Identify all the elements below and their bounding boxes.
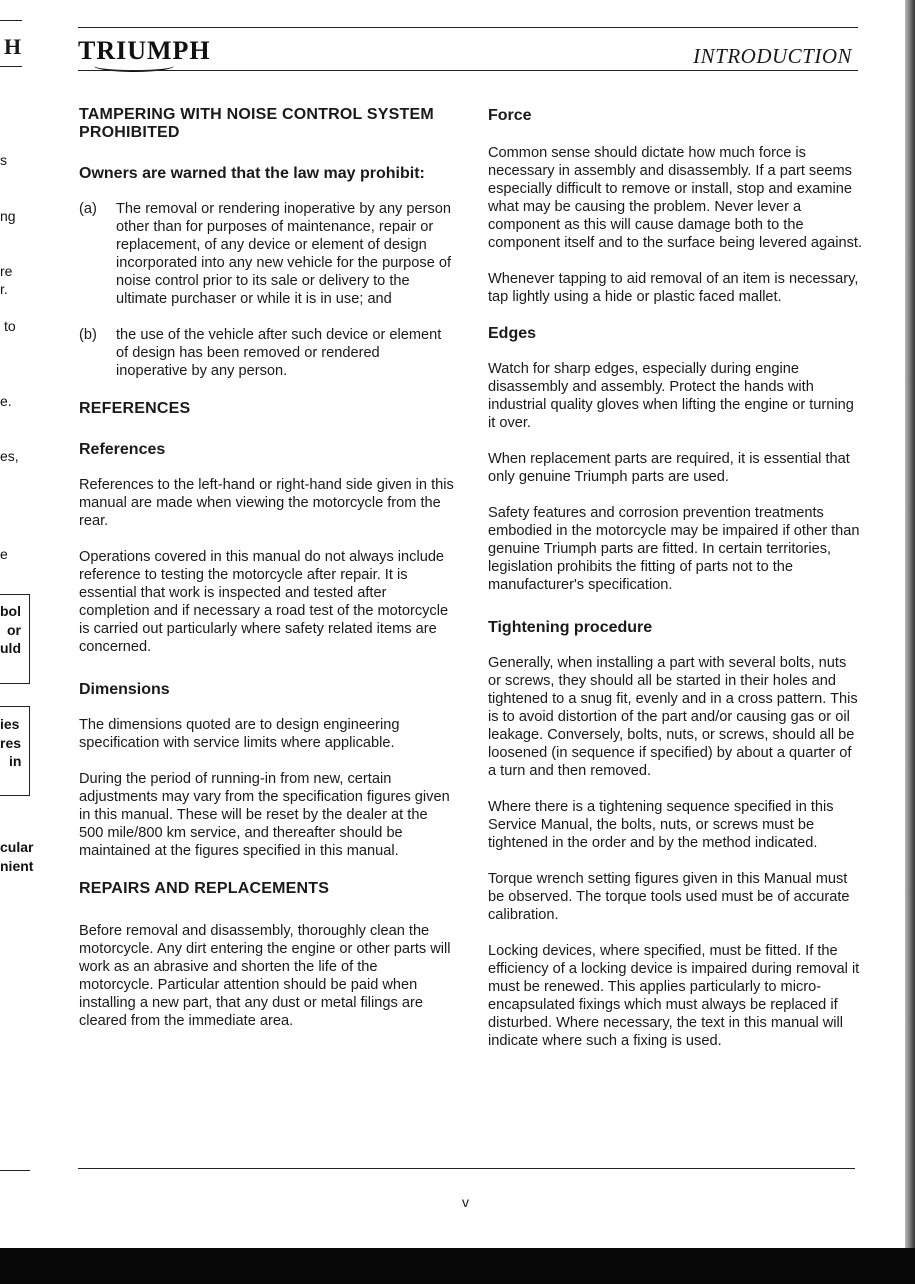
margin-fragment: or xyxy=(7,622,21,638)
repairs-heading: REPAIRS AND REPLACEMENTS xyxy=(79,880,330,897)
dimensions-paragraph: The dimensions quoted are to design engineering specification with service limits where applicable. xyxy=(79,717,400,751)
margin-fragment: cular xyxy=(0,839,34,855)
margin-fragment: uld xyxy=(0,640,21,656)
margin-fragment: re xyxy=(0,263,13,279)
list-item-label: (a) xyxy=(79,201,97,217)
tightening-heading: Tightening procedure xyxy=(488,619,653,636)
edges-paragraph: Watch for sharp edges, especially during engine disassembly and assembly. Protect the hands with industrial quality gloves when lifting the engine or turning it over. xyxy=(488,361,854,431)
triumph-logo: TRIUMPH xyxy=(78,36,211,65)
force-paragraph: Common sense should dictate how much force is necessary in assembly and disassembly. If a part seems especially difficult to remove or install, stop and examine what may be causing the problem. Never lever a component as this will cause damage both to the component itself and to the surface being levered against. xyxy=(488,145,863,251)
header-top-rule xyxy=(78,27,858,28)
dimensions-paragraph: During the period of running-in from new, certain adjustments may vary from the specification figures given in this manual. These will be reset by the dealer at the 500 mile/800 km service, and thereafter should be maintained at the figures specified in this manual. xyxy=(79,771,450,859)
page-number: v xyxy=(462,1194,469,1210)
tightening-paragraph: Locking devices, where specified, must be fitted. If the efficiency of a locking device is impaired during removal it must be renewed. This applies particularly to micro-encapsulated fixings which must always be replaced if disturbed. Where necessary, the text in this manual will indicate where such a fixing is used. xyxy=(488,943,860,1049)
edges-heading: Edges xyxy=(488,325,537,342)
references-paragraph: References to the left-hand or right-hand side given in this manual are made when viewing the motorcycle from the rear. xyxy=(79,477,454,529)
margin-fragment: s xyxy=(0,152,7,168)
margin-fragment: es, xyxy=(0,448,19,464)
tightening-paragraph: Generally, when installing a part with several bolts, nuts or screws, they should all be started in their holes and tightened to a snug fit, evenly and in a cross pattern. This is to avoid distortion of the part and/or causing gas or oil leakage. Conversely, bolts, nuts, or screws, should all be loosened (in sequence if specified) by about a quarter of a turn and then removed. xyxy=(488,655,858,779)
list-item-label: (b) xyxy=(79,327,97,343)
references-paragraph: Operations covered in this manual do not always include reference to testing the motorcycle after repair. It is essential that work is inspected and tested after completion and if necessary a road test of the motorcycle is carried out particularly where safety related items are concerned. xyxy=(79,549,449,655)
margin-fragment: ies xyxy=(0,716,20,732)
margin-fragment: bol xyxy=(0,603,21,619)
margin-fragment: e xyxy=(0,546,8,562)
force-heading: Force xyxy=(488,107,532,124)
margin-fragment: res xyxy=(0,735,22,751)
margin-fragment: ng xyxy=(0,208,16,224)
list-item xyxy=(79,326,454,380)
scan-bottom-shadow xyxy=(0,1248,915,1284)
header-bottom-rule xyxy=(78,70,858,71)
margin-fragment: nient xyxy=(0,858,34,874)
tampering-subheading: Owners are warned that the law may prohibit: xyxy=(79,165,425,182)
right-column xyxy=(488,106,863,1068)
list-item-text: the use of the vehicle after such device or element of design has been removed or rendered inoperative by any person. xyxy=(116,327,442,379)
footer-rule xyxy=(78,1168,855,1169)
edges-paragraph: Safety features and corrosion prevention treatments embodied in the motorcycle may be impaired if other than genuine Triumph parts are fitted. In certain territories, legislation prohibits the fitting of parts not to the manufacturer's specification. xyxy=(488,505,860,593)
repairs-paragraph: Before removal and disassembly, thoroughly clean the motorcycle. Any dirt entering the engine or other parts will work as an abrasive and shorten the life of the motorcycle. Particular attention should be paid when installing a new part, that any dust or metal filings are cleared from the immediate area. xyxy=(79,923,451,1029)
edges-paragraph: When replacement parts are required, it is essential that only genuine Triumph parts are used. xyxy=(488,451,850,485)
scan-edge-shadow xyxy=(905,0,915,1248)
left-column xyxy=(79,106,454,1048)
left-margin-header: H xyxy=(4,34,22,59)
margin-fragment: e. xyxy=(0,393,12,409)
tightening-paragraph: Torque wrench setting figures given in this Manual must be observed. The torque tools used must be of accurate calibration. xyxy=(488,871,850,923)
tampering-heading: TAMPERING WITH NOISE CONTROL SYSTEM PROHIBITED xyxy=(79,106,434,141)
margin-fragment: in xyxy=(9,753,22,769)
margin-fragment: to xyxy=(4,318,16,334)
dimensions-heading: Dimensions xyxy=(79,681,170,698)
force-paragraph: Whenever tapping to aid removal of an item is necessary, tap lightly using a hide or plastic faced mallet. xyxy=(488,271,859,305)
tightening-paragraph: Where there is a tightening sequence specified in this Service Manual, the bolts, nuts, or screws must be tightened in the order and by the method indicated. xyxy=(488,799,834,851)
list-item-text: The removal or rendering inoperative by any person other than for purposes of maintenance, repair or replacement, of any device or element of design incorporated into any new vehicle for the purpose of noise control prior to its sale or delivery to the ultimate purchaser or while it is in use; and xyxy=(116,201,452,307)
list-item xyxy=(79,200,454,308)
section-title: INTRODUCTION xyxy=(693,44,852,68)
references-heading: REFERENCES xyxy=(79,400,191,417)
references-subheading: References xyxy=(79,441,166,458)
margin-fragment: r. xyxy=(0,281,8,297)
